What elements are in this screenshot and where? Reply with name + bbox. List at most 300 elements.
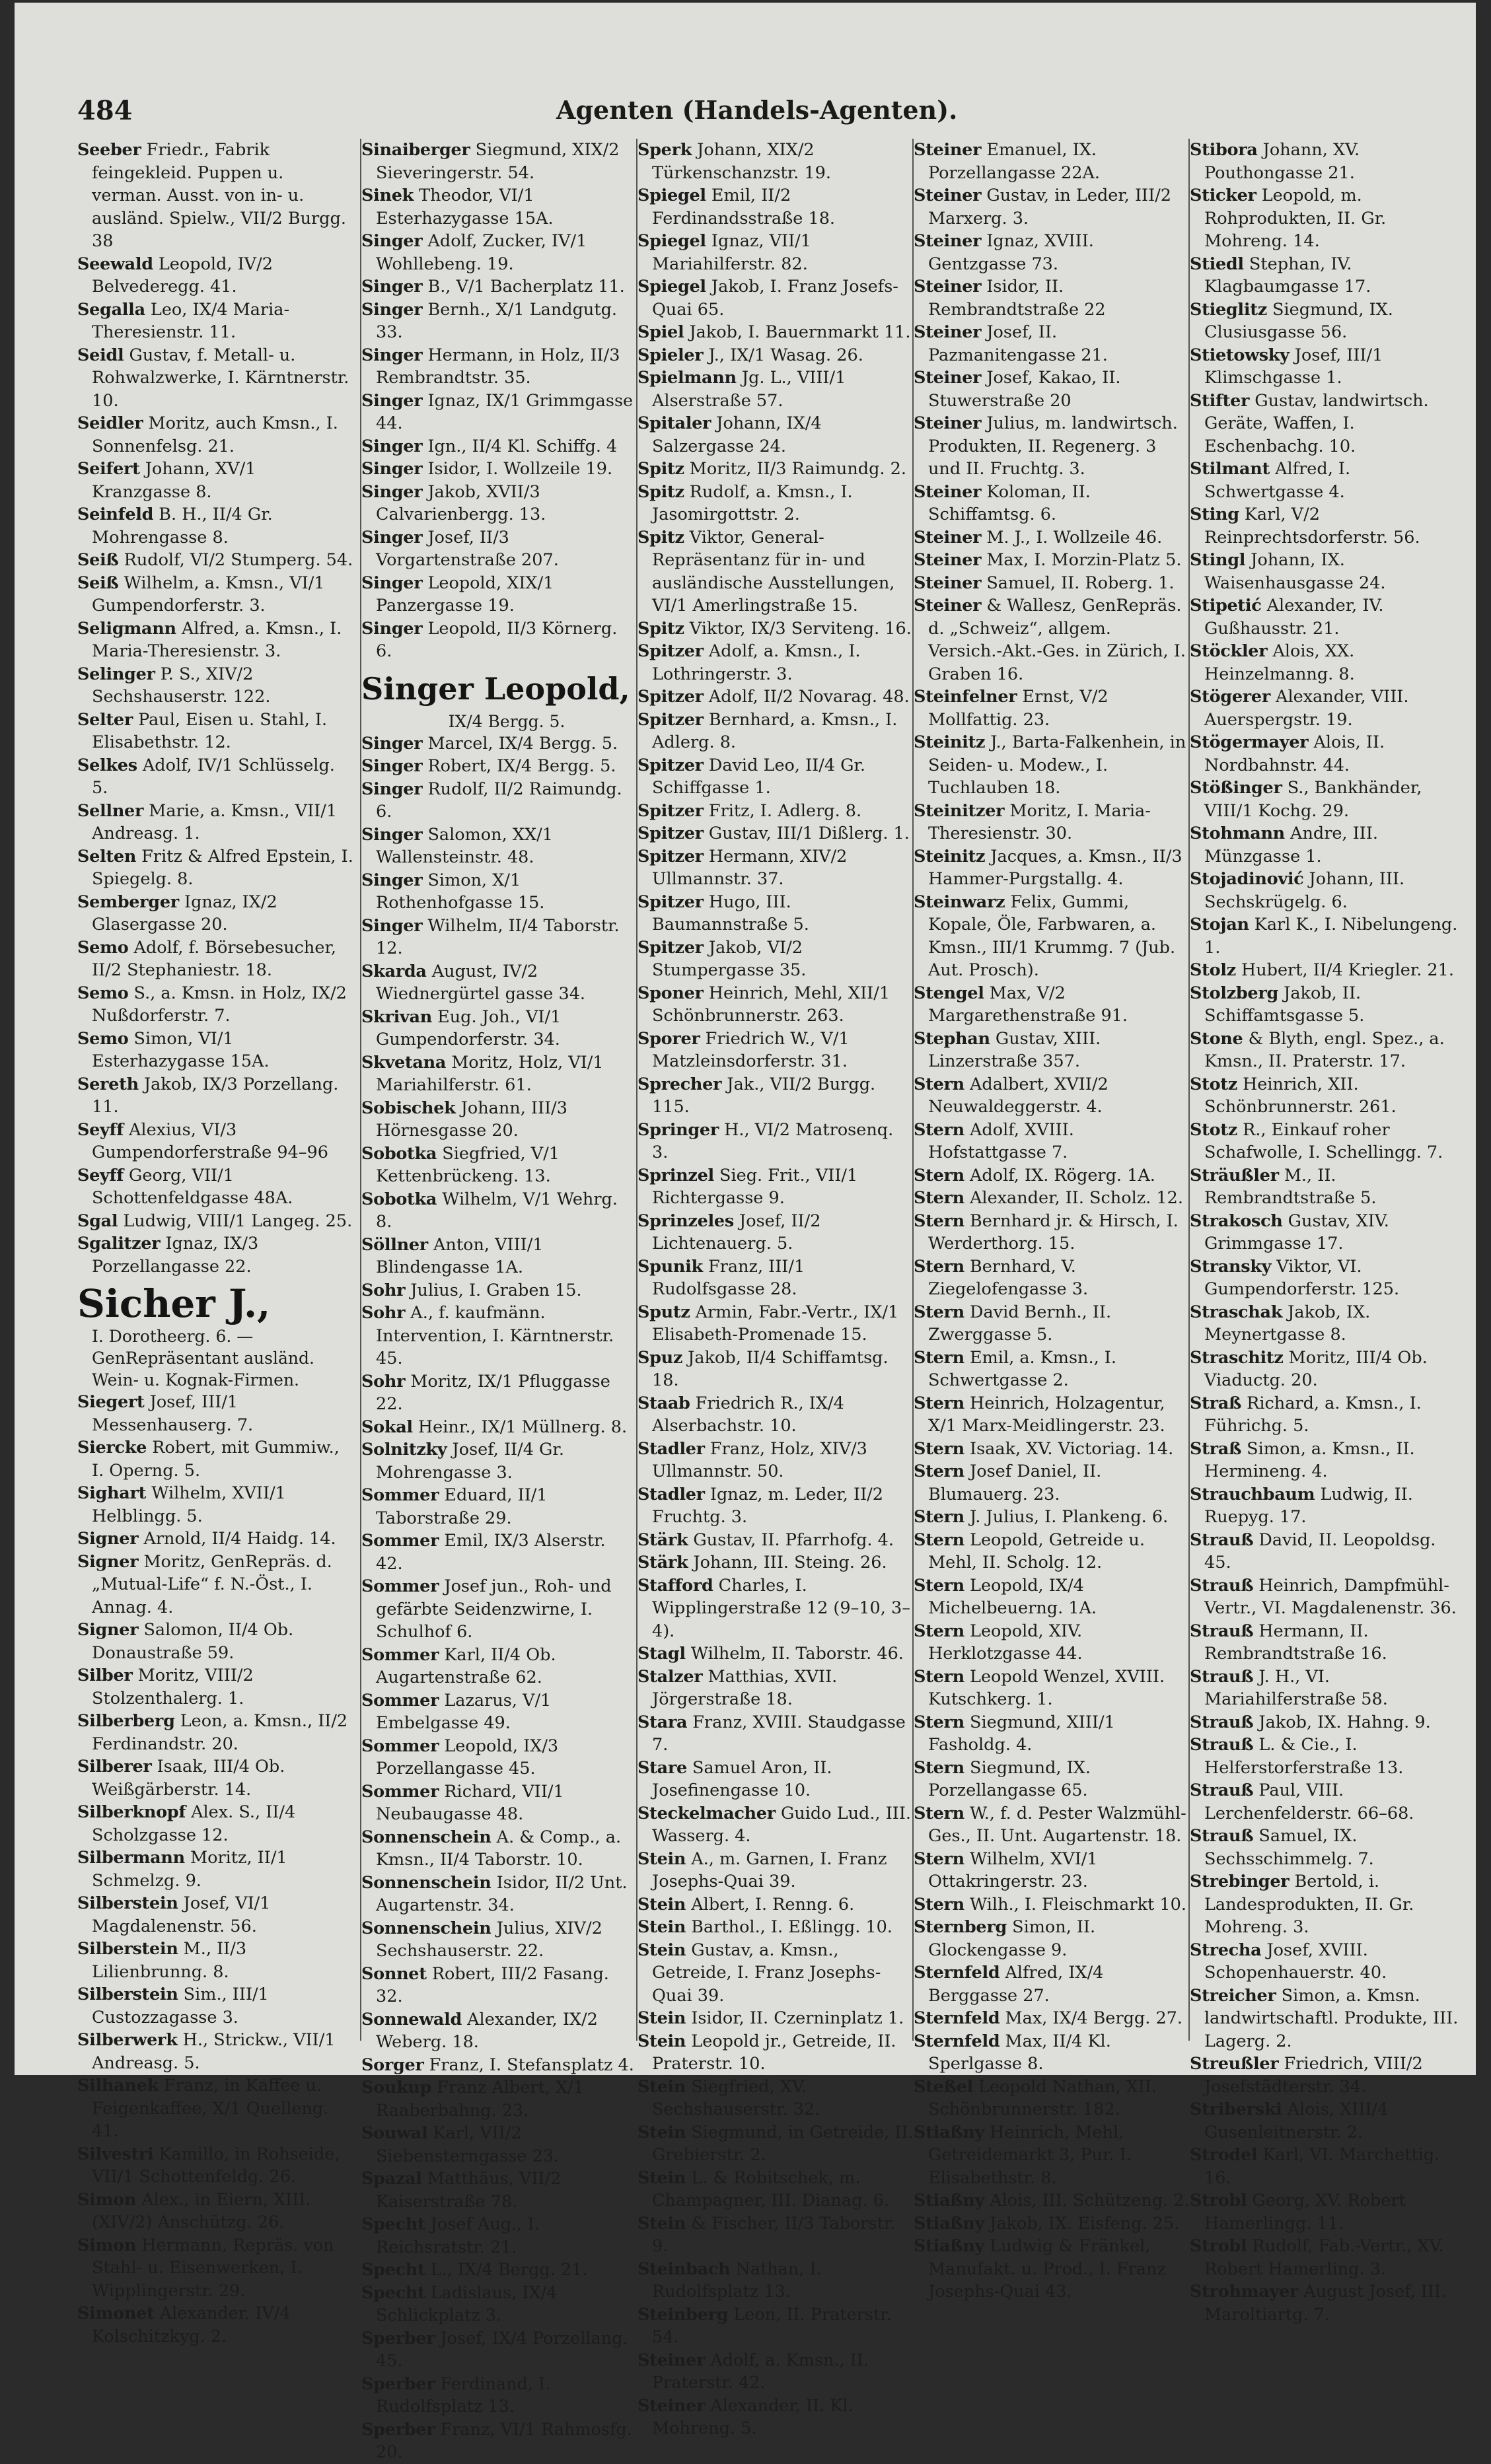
entry-surname: Sporer (637, 1028, 700, 1049)
column-3 (636, 139, 914, 2438)
entry-details: Alfred, I. Schwertgasse 4. (1204, 459, 1351, 502)
directory-entry (914, 594, 1190, 686)
directory-entry (637, 1438, 914, 1483)
entry-details: Charles, I. Wipplingerstraße 12 (9–10, 3–4). (652, 1575, 910, 1641)
entry-details: A., m. Garnen, I. Franz Josephs-Quai 39. (652, 1848, 887, 1891)
entry-details: Robert, mit Gummiw., I. Operng. 5. (92, 1438, 340, 1481)
entry-details: A. & Comp., a. Kmsn., II/4 Taborstr. 10. (376, 1827, 622, 1870)
directory-entry (914, 1620, 1190, 1666)
entry-surname: Selkes (77, 755, 137, 775)
entry-surname: Stotz (1190, 1119, 1237, 1140)
entry-surname: Spitz (637, 618, 684, 639)
directory-entry (361, 230, 637, 275)
entry-surname: Stern (914, 1393, 964, 1413)
directory-entry (361, 755, 637, 778)
entry-details: B., V/1 Bacherplatz 11. (422, 277, 625, 297)
directory-entry (361, 2122, 637, 2167)
directory-entry (77, 1801, 353, 1847)
directory-entry (637, 230, 914, 275)
directory-entry (637, 2121, 914, 2167)
entry-details: Gustav, II. Pfarrhofg. 4. (688, 1530, 894, 1550)
entry-details: Nathan, I. Rudolfsplatz 13. (652, 2259, 822, 2302)
entry-surname: Stein (637, 2213, 686, 2234)
entry-surname: Stengel (914, 983, 984, 1003)
directory-entry (77, 891, 353, 936)
entry-surname: Steiner (914, 413, 982, 433)
entry-surname: Spuz (637, 1347, 683, 1368)
directory-entry (77, 2029, 353, 2074)
entry-surname: Steckelmacher (637, 1803, 776, 1823)
entry-surname: Spitzer (637, 687, 704, 707)
entry-details: Hubert, II/4 Kriegler. 21. (1235, 960, 1454, 980)
entry-details: Heinrich, Holzagentur, X/1 Marx-Meidlingerstr. 23. (928, 1393, 1165, 1436)
directory-entry (77, 412, 353, 458)
entry-surname: Singer (361, 436, 423, 456)
entry-surname: Souwal (361, 2123, 428, 2143)
entry-details: Wilhelm, XVI/1 Ottakringerstr. 23. (928, 1848, 1098, 1891)
entry-details: Jakob, II/4 Schiffamtsg. 18. (652, 1347, 889, 1390)
entry-details: Viktor, General-Repräsentanz für in- und ausländische Ausstellungen, VI/1 Amerlingstraße 15. (652, 527, 895, 616)
entry-surname: Silber (77, 1666, 133, 1685)
entry-details: Johann, XV/1 Kranzgasse 8. (92, 459, 256, 502)
entry-details: Samuel, IX. Sechsschimmelg. 7. (1204, 1826, 1374, 1869)
entry-details: Gustav, a. Kmsn., Getreide, I. Franz Josephs-Quai 39. (652, 1940, 881, 2006)
entry-details: Ignaz, m. Leder, II/2 Fruchtg. 3. (652, 1484, 883, 1527)
entry-details: Jak., VII/2 Burgg. 115. (652, 1074, 876, 1117)
entry-surname: Sobotka (361, 1189, 437, 1209)
entry-surname: Seidler (77, 413, 143, 433)
running-head: Agenten (Handels-Agenten). (556, 95, 958, 125)
entry-surname: Stern (914, 1575, 964, 1596)
entry-details: Jg. L., VIII/1 Alserstraße 57. (652, 368, 846, 411)
entry-surname: Stein (637, 2008, 686, 2028)
entry-surname: Sonnenschein (361, 1872, 491, 1893)
directory-entry (1190, 1985, 1466, 2053)
entry-surname: Silberknopf (77, 1802, 186, 1822)
entry-surname: Singer (361, 870, 423, 890)
entry-details: Rudolf, VI/2 Stumperg. 54. (118, 550, 353, 570)
directory-entry (77, 709, 353, 754)
directory-entry (1190, 344, 1466, 390)
entry-surname: Stadler (637, 1484, 705, 1504)
directory-entry (914, 2121, 1190, 2190)
directory-entry (1190, 390, 1466, 458)
entry-surname: Stern (914, 1507, 964, 1527)
entry-details: David, II. Leopoldsg. 45. (1204, 1530, 1436, 1572)
entry-details: Jakob, I. Franz Josefs-Quai 65. (652, 277, 898, 320)
directory-entry (1190, 1734, 1466, 1779)
entry-details: Friedrich, VIII/2 Josefstädterstr. 34. (1204, 2054, 1423, 2097)
directory-entry (637, 822, 914, 845)
directory-entry (637, 1666, 914, 1711)
directory-entry (1190, 458, 1466, 503)
entry-surname: Stieglitz (1190, 299, 1267, 320)
entry-details: Heinrich, XII. Schönbrunnerstr. 261. (1204, 1074, 1397, 1117)
directory-entry (361, 572, 637, 617)
entry-surname: Sternfeld (914, 2008, 1000, 2028)
entry-surname: Steiner (914, 550, 982, 570)
entry-surname: Singer (361, 915, 423, 936)
directory-entry (914, 1711, 1190, 1757)
entry-surname: Sträußler (1190, 1165, 1279, 1185)
directory-entry (1190, 2189, 1466, 2235)
column-4 (912, 139, 1190, 2302)
entry-details: Moritz, II/3 Raimundg. 2. (684, 459, 906, 479)
entry-surname: Seiß (77, 573, 119, 593)
directory-entry (361, 1370, 637, 1416)
entry-surname: Sommer (361, 1690, 439, 1710)
entry-details: Koloman, II. Schiffamtsg. 6. (928, 481, 1091, 524)
directory-entry (361, 2008, 637, 2054)
entry-details: Emil, a. Kmsn., I. Schwertgasse 2. (928, 1347, 1116, 1390)
entry-details: Leopold, Getreide u. Mehl, II. Scholg. 12. (928, 1530, 1145, 1572)
entry-details: L. & Cie., I. Helferstorferstraße 13. (1204, 1735, 1404, 1778)
entry-details: Ignaz, IX/2 Glasergasse 20. (92, 892, 277, 934)
entry-surname: Singer (361, 481, 423, 502)
directory-entry (1190, 959, 1466, 982)
entry-surname: Sokal (361, 1417, 413, 1437)
entry-surname: Singer (361, 733, 423, 754)
directory-entry (77, 572, 353, 617)
entry-surname: Strauß (1190, 1575, 1254, 1596)
directory-entry (361, 1575, 637, 1644)
entry-details: Ignaz, IX/3 Porzellangasse 22. (92, 1234, 259, 1277)
entry-details: Adolf, a. Kmsn., I. Lothringerstr. 3. (652, 641, 861, 684)
entry-details: Leo, IX/4 Maria-Theresienstr. 11. (92, 299, 290, 342)
entry-surname: Sonnewald (361, 2009, 462, 2029)
entry-surname: Spitzer (637, 892, 704, 912)
entry-details: Jakob, IX/3 Porzellang. 11. (92, 1074, 339, 1117)
entry-surname: Sommer (361, 1485, 439, 1505)
entry-details: Viktor, IX/3 Serviteng. 16. (684, 618, 912, 639)
entry-details: Hugo, III. Baumannstraße 5. (652, 892, 809, 934)
entry-details: Leopold jr., Getreide, II. Praterstr. 10. (652, 2031, 896, 2074)
directory-entry (1190, 640, 1466, 686)
entry-surname: Sonnenschein (361, 1827, 491, 1847)
entry-details: Josef, VI/1 Magdalenenstr. 56. (92, 1893, 271, 1936)
entry-details: Heinrich, Mehl, Getreidemarkt 3, Pur. I. Elisabethstr. 8. (928, 2122, 1132, 2188)
entry-surname: Sperk (637, 140, 692, 160)
directory-entry (77, 1073, 353, 1119)
entry-details: Adolf, IX. Rögerg. 1A. (964, 1165, 1155, 1185)
entry-surname: Stipetić (1190, 596, 1262, 616)
entry-details: Max, V/2 Margarethenstraße 91. (928, 983, 1128, 1026)
entry-details: Heinr., IX/1 Müllnerg. 8. (412, 1417, 628, 1437)
entry-details: Leopold, IX/4 Michelbeuerng. 1A. (928, 1575, 1097, 1618)
entry-details: Alois, XX. Heinzelmanng. 8. (1204, 641, 1355, 684)
entry-details: Bernhard jr. & Hirsch, I. Werderthorg. 15. (928, 1211, 1179, 1253)
entry-surname: Stara (637, 1712, 688, 1732)
directory-entry (1190, 2098, 1466, 2144)
directory-entry (361, 139, 637, 184)
entry-details: L. & Robitschek, m. Champagner, III. Dianag. 6. (652, 2167, 890, 2210)
entry-surname: Springer (637, 1119, 719, 1140)
entry-surname: Strobl (1190, 2236, 1247, 2256)
entry-surname: Sperber (361, 2419, 435, 2440)
entry-surname: Stein (637, 1940, 686, 1960)
entry-surname: Spitzer (637, 824, 704, 843)
entry-details: Alexius, VI/3 Gumpendorferstraße 94–96 (92, 1119, 328, 1162)
entry-surname: Selter (77, 709, 133, 730)
entry-surname: Singer (361, 573, 423, 593)
entry-surname: Stein (637, 2031, 686, 2051)
entry-surname: Simon (77, 2235, 137, 2255)
directory-entry (361, 1279, 637, 1302)
directory-entry (77, 1619, 353, 1664)
entry-details: Leon, a. Kmsn., II/2 Ferdinandstr. 20. (92, 1711, 348, 1754)
directory-entry (637, 1916, 914, 1939)
directory-entry (637, 1164, 914, 1210)
directory-entry (914, 800, 1190, 845)
entry-details: Wilhelm, V/1 Wehrg. 8. (376, 1189, 618, 1232)
directory-entry (914, 1529, 1190, 1574)
directory-entry (1190, 503, 1466, 549)
entry-surname: Stern (914, 1530, 964, 1550)
entry-surname: Sommer (361, 1736, 439, 1756)
directory-entry (637, 2030, 914, 2076)
entry-details: Simon, a. Kmsn. landwirtschaftl. Produkte, III. Lagerg. 2. (1204, 1985, 1459, 2051)
entry-surname: Steiner (914, 140, 982, 160)
directory-entry (361, 1963, 637, 2008)
entry-surname: Steiner (914, 527, 982, 547)
entry-details: Johann, IX/4 Salzergasse 24. (652, 413, 822, 456)
entry-surname: Steiner (914, 186, 982, 205)
directory-entry (914, 1347, 1190, 1392)
directory-entry (914, 1574, 1190, 1620)
directory-entry (1190, 1073, 1466, 1119)
entry-details: Arnold, II/4 Haidg. 14. (138, 1529, 336, 1549)
entry-surname: Stern (914, 1211, 964, 1231)
directory-entry (637, 2212, 914, 2258)
directory-entry (914, 1802, 1190, 1848)
entry-surname: Steiner (914, 322, 982, 342)
directory-entry (637, 321, 914, 344)
directory-entry (914, 1255, 1190, 1301)
directory-entry (361, 1917, 637, 1963)
entry-details: Karl, V/2 Reinprechtsdorferstr. 56. (1204, 505, 1420, 547)
entry-details: Alexander, VIII. Auerspergstr. 19. (1204, 687, 1409, 730)
entry-details: Heinrich, Dampfmühl-Vertr., VI. Magdalenenstr. 36. (1204, 1575, 1457, 1618)
entry-surname: Sputz (637, 1302, 690, 1322)
entry-surname: Stern (914, 1347, 964, 1368)
entry-details: J., Barta-Falkenhein, in Seiden- u. Modew., I. Tuchlauben 18. (928, 732, 1186, 798)
entry-details: Friedr., Fabrik feingekleid. Puppen u. verman. Ausst. von in- u. ausländ. Spielw., VII/2 Burgg. 38 (92, 140, 346, 251)
entry-details: J. H., VI. Mariahilferstraße 58. (1204, 1666, 1388, 1709)
directory-entry (361, 824, 637, 869)
entry-details: Franz, VI/1 Rahmosfg. 20. (376, 2419, 632, 2462)
entry-surname: Stiedl (1190, 254, 1244, 274)
entry-surname: Stögermayer (1190, 732, 1309, 752)
entry-details: Matthias, XVII. Jörgerstraße 18. (652, 1666, 838, 1709)
entry-surname: Stern (914, 1757, 964, 1778)
directory-entry (361, 435, 637, 458)
entry-details: Bertold, i. Landesprodukten, II. Gr. Mohreng. 3. (1204, 1872, 1414, 1937)
directory-entry (914, 2076, 1190, 2121)
entry-details: Leopold, IX/3 Porzellangasse 45. (376, 1736, 559, 1778)
entry-details: Guido Lud., III. Wasserg. 4. (652, 1803, 912, 1846)
entry-surname: Strauß (1190, 1621, 1254, 1641)
entry-details: Isidor, I. Wollzeile 19. (422, 459, 613, 479)
directory-entry (914, 184, 1190, 230)
entry-details: Ladislaus, IX/4 Schlickplatz 3. (376, 2282, 558, 2325)
directory-entry (361, 458, 637, 481)
entry-surname: Stagl (637, 1644, 686, 1664)
entry-details: Wilh., I. Fleischmarkt 10. (964, 1894, 1186, 1915)
entry-details: Salomon, XX/1 Wallensteinstr. 48. (376, 824, 553, 867)
directory-entry (914, 572, 1190, 595)
directory-entry (637, 2167, 914, 2212)
entry-details: Simon, II. Glockengasse 9. (928, 1917, 1096, 1960)
entry-surname: Spitz (637, 527, 684, 547)
entry-surname: Stein (637, 1894, 686, 1915)
directory-entry (637, 1255, 914, 1301)
entry-details: Adolf, II/2 Novarag. 48. (703, 687, 910, 707)
entry-details: Jacques, a. Kmsn., II/3 Hammer-Purgstallg. 4. (928, 846, 1182, 889)
entry-details: S., a. Kmsn. in Holz, IX/2 Nußdorferstr. 7. (92, 983, 347, 1026)
entry-details: Alexander, IV. Gußhausstr. 21. (1204, 596, 1384, 639)
highlight-entry-name: Sicher J., (77, 1281, 271, 1326)
entry-details: & Wallesz, GenRepräs. d. „Schweiz“, allgem. Versich.-Akt.-Ges. in Zürich, I. Graben 16. (928, 596, 1186, 684)
entry-details: Moritz, auch Kmsn., I. Sonnenfelsg. 21. (92, 413, 338, 456)
entry-surname: Stephan (914, 1028, 990, 1049)
entry-surname: Silvestri (77, 2144, 154, 2164)
entry-surname: Singer (361, 459, 423, 479)
directory-entry (77, 1551, 353, 1619)
entry-surname: Sereth (77, 1074, 139, 1094)
entry-surname: Steiner (914, 368, 982, 388)
entry-details: Wilhelm, II/4 Taborstr. 12. (376, 915, 620, 958)
directory-entry (914, 845, 1190, 891)
entry-surname: Stein (637, 2167, 686, 2188)
directory-entry (1190, 1483, 1466, 1529)
entry-surname: Straß (1190, 1393, 1242, 1413)
directory-entry (637, 2304, 914, 2349)
entry-details: Matthäus, VII/2 Kaiserstraße 78. (376, 2169, 562, 2212)
entry-details: Josef, III/1 Messenhauserg. 7. (92, 1392, 254, 1435)
entry-surname: Sinaiberger (361, 140, 470, 160)
directory-entry (77, 982, 353, 1028)
entry-surname: Sprinzeles (637, 1211, 734, 1231)
entry-surname: Solnitzky (361, 1440, 447, 1460)
entry-surname: Stingl (1190, 550, 1246, 570)
entry-details: Moritz, GenRepräs. d. „Mutual-Life“ f. N.-Öst., I. Annag. 4. (92, 1551, 332, 1617)
entry-details: S., Bankhänder, VIII/1 Kochg. 29. (1204, 778, 1422, 821)
entry-surname: Spitz (637, 459, 684, 479)
entry-surname: Sponer (637, 983, 704, 1003)
entry-details: Ignaz, XVIII. Gentzgasse 73. (928, 231, 1094, 274)
directory-entry (77, 1983, 353, 2029)
directory-entry (637, 481, 914, 526)
directory-entry (1190, 1574, 1466, 1620)
entry-surname: Sellner (77, 800, 144, 821)
entry-details: Max, I. Morzin-Platz 5. (981, 550, 1182, 570)
entry-details: Alfred, a. Kmsn., I. Maria-Theresienstr. 3. (92, 618, 342, 661)
entry-details: Johann, III. Steing. 26. (688, 1553, 887, 1572)
entry-details: Alexander, II. Kl. Mohreng. 5. (652, 2395, 854, 2438)
directory-entry (637, 275, 914, 321)
entry-details: Karl, VII/2 Siebensterngasse 23. (376, 2123, 560, 2166)
entry-details: Karl, VI. Marchettig. 16. (1204, 2145, 1440, 2188)
entry-details: Adalbert, XVII/2 Neuwaldeggerstr. 4. (928, 1074, 1109, 1117)
entry-details: Wilhelm, a. Kmsn., VI/1 Gumpendorferstr. 3. (92, 573, 325, 616)
entry-details: Siegmund, XIX/2 Sieveringerstr. 54. (376, 140, 620, 183)
entry-surname: Sprinzel (637, 1165, 714, 1185)
entry-surname: Stern (914, 1119, 964, 1140)
directory-entry (361, 617, 637, 663)
entry-details: Johann, XV. Pouthongasse 21. (1204, 140, 1360, 183)
entry-surname: Spitzer (637, 937, 704, 958)
directory-entry (914, 526, 1190, 549)
entry-surname: Striberski (1190, 2099, 1282, 2119)
entry-surname: Seidl (77, 345, 124, 365)
directory-entry (914, 275, 1190, 321)
entry-details: Alfred, IX/4 Berggasse 27. (928, 1963, 1104, 2006)
entry-surname: Stern (914, 1461, 964, 1481)
entry-surname: Silberstein (77, 1939, 178, 1959)
directory-entry (637, 1939, 914, 2008)
entry-surname: Strobl (1190, 2191, 1247, 2210)
directory-entry (637, 2395, 914, 2440)
entry-details: Franz, Holz, XIV/3 Ullmannstr. 50. (652, 1438, 867, 1481)
directory-entry (914, 731, 1190, 800)
entry-details: Jakob, XVII/3 Calvarienbergg. 13. (376, 481, 546, 524)
entry-details: Wilhelm, XVII/1 Helblingg. 5. (92, 1483, 286, 1526)
entry-details: Felix, Gummi, Kopale, Öle, Farbwaren, a. Kmsn., III/1 Krummg. 7 (Jub. Aut. Prosch). (928, 892, 1176, 980)
entry-surname: Stotz (1190, 1074, 1237, 1094)
entry-surname: Sommer (361, 1644, 439, 1665)
entry-surname: Steinfelner (914, 687, 1017, 707)
entry-details: Josef, II. Pazmanitengasse 21. (928, 322, 1108, 365)
entry-details: Moritz, VIII/2 Stolzenthalerg. 1. (92, 1666, 254, 1708)
directory-entry (914, 686, 1190, 731)
entry-details: Johann, IX. Waisenhausgasse 24. (1204, 550, 1386, 593)
directory-entry (361, 1484, 637, 1530)
entry-details: Paul, Eisen u. Stahl, I. Elisabethstr. 12. (92, 709, 328, 752)
entry-surname: Steiner (914, 277, 982, 297)
entry-details: Josef jun., Roh- und gefärbte Seidenzwirne, I. Schulhof 6. (376, 1576, 612, 1642)
entry-details: Ludwig, VIII/1 Langeg. 25. (118, 1211, 353, 1231)
directory-entry (1190, 1870, 1466, 1939)
entry-details: Simon, X/1 Rothenhofgasse 15. (376, 870, 545, 913)
directory-entry (914, 481, 1190, 526)
directory-entry (914, 1916, 1190, 1961)
directory-entry (1190, 2235, 1466, 2280)
directory-entry (361, 481, 637, 526)
entry-surname: Singer (361, 277, 423, 297)
directory-entry (914, 1961, 1190, 2007)
entry-details: Leopold, XIX/1 Panzergasse 19. (376, 573, 554, 616)
directory-entry (914, 1848, 1190, 1893)
directory-entry (914, 412, 1190, 481)
entry-details: Viktor, VI. Gumpendorferstr. 125. (1204, 1256, 1400, 1299)
entry-surname: Strauß (1190, 1780, 1254, 1800)
entry-details: Josef Aug., I. Reichsratstr. 21. (376, 2214, 540, 2257)
entry-details: Alois, II. Nordbahnstr. 44. (1204, 732, 1385, 775)
directory-entry (77, 1391, 353, 1436)
entry-surname: Straschak (1190, 1302, 1283, 1322)
entry-details: Johann, XIX/2 Türkenschanzstr. 19. (652, 140, 831, 183)
directory-entry (361, 1234, 637, 1279)
entry-details: Hermann, Repräs. von Stahl- u. Eisenwerken, I. Wipplingerstr. 29. (92, 2235, 334, 2301)
entry-surname: Singer (361, 618, 423, 639)
entry-surname: Steiner (914, 481, 982, 502)
entry-surname: Sgal (77, 1211, 118, 1231)
entry-surname: Semo (77, 1028, 129, 1049)
directory-entry (361, 1006, 637, 1051)
entry-surname: Seewald (77, 254, 153, 274)
directory-entry (1190, 868, 1466, 913)
entry-surname: Sticker (1190, 186, 1256, 205)
